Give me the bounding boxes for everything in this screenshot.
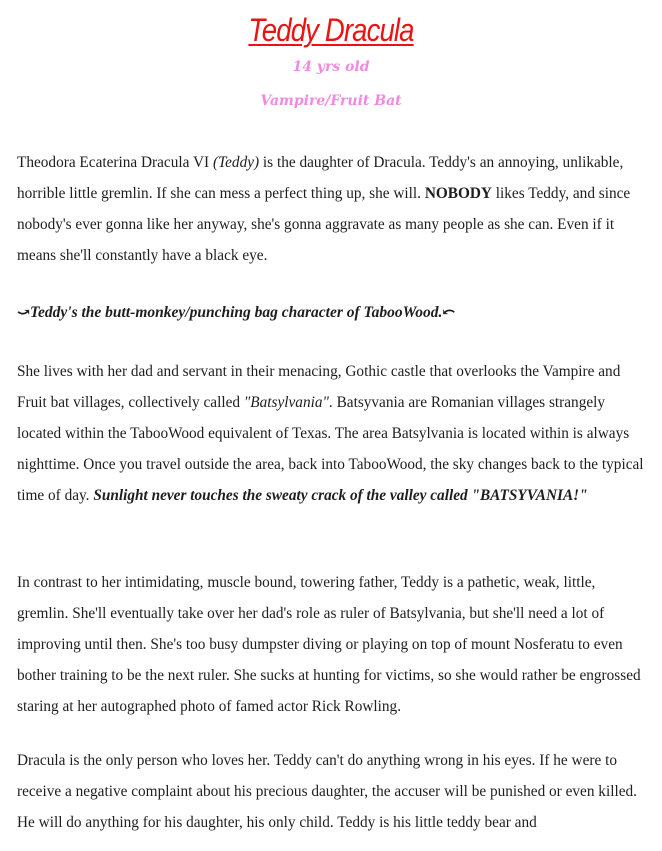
nobody-bold: NOBODY: [424, 185, 492, 202]
character-species: Vampire/Fruit Bat: [260, 93, 402, 109]
home-paragraph: [17, 356, 645, 511]
intro-text-c: is the daughter of Dracula. Teddy's an annoying, unlikable, horrible little gremlin. If she can mess a perfect thing up, she will.: [17, 154, 624, 202]
dracula-paragraph: Dracula is the only person who loves her. Teddy can't do anything wrong in his eyes. If he were to receive a negative complaint about his precious daughter, the accuser will be punished or even killed. He will do anything for his daughter, his only child. Teddy is his little teddy bear and: [17, 752, 637, 831]
character-age: 14 yrs old: [292, 59, 370, 75]
page-title[interactable]: Teddy Dracula: [248, 12, 414, 48]
intro-paragraph: [17, 147, 645, 271]
sunlight-bold-italic: Sunlight never touches the sweaty crack of the valley called "BATSYVANIA!": [93, 487, 588, 504]
nickname-italic: (Teddy): [212, 154, 260, 171]
intro-text-a: Theodora Ecaterina Dracula VI: [17, 154, 213, 171]
batsylvania-italic: "Batsylvania": [243, 394, 329, 411]
home-text-a: She lives with her dad and servant in their menacing, Gothic castle that overlooks the Vampire and Fruit bat villages, collectively called: [17, 363, 621, 411]
contrast-paragraph: In contrast to her intimidating, muscle bound, towering father, Teddy is a pathetic, weak, little, gremlin. She'll eventually take over her dad's role as ruler of Batsylvania, but she'll need a lot of improving until then. She's too busy dumpster diving or playing on top of mount Nosferatu to even bother training to be the next ruler. She sucks at hunting for victims, so she would rather be engrossed staring at her autographed photo of famed actor Rick Rowling.: [17, 574, 641, 715]
tagline: ⤻Teddy's the butt-monkey/punching bag character of TabooWood.⤺: [17, 304, 456, 321]
intro-text-e: likes Teddy, and since nobody's ever gonna like her anyway, she's gonna aggravate as many people as she can. Even if it means she'll constantly have a black eye.: [17, 185, 631, 264]
home-text-c: . Batsyvania are Romanian villages strangely located within the TabooWood equivalent of Texas. The area Batsylvania is located within is always nighttime. Once you travel outside the area, back into TabooWood, the sky changes back to the typical time of day.: [17, 394, 644, 504]
